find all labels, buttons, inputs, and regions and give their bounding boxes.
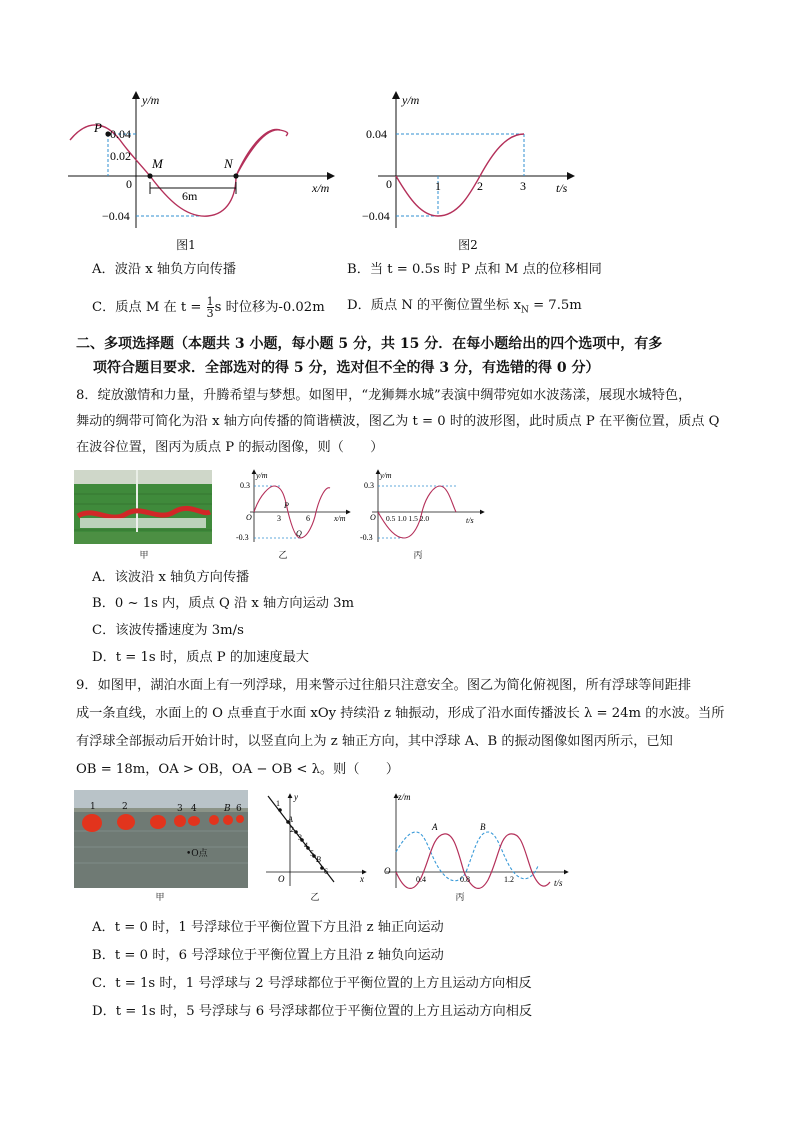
svg-text:−0.04: −0.04 (362, 209, 390, 223)
q8-figure-yi (230, 466, 354, 546)
svg-text:Q: Q (296, 529, 302, 538)
svg-text:z/m: z/m (398, 792, 411, 802)
svg-text:x/m: x/m (334, 514, 346, 523)
tick-0.04: 0.04 (110, 127, 131, 141)
svg-text:4: 4 (304, 841, 308, 850)
svg-text:5: 5 (310, 849, 314, 858)
svg-text:B: B (480, 822, 486, 832)
q7-option-c[interactable]: C．质点 M 在 t = $\frac{1}{3}$ s 时位移为-0.02m (92, 295, 325, 320)
q9-photo-buoys (74, 790, 248, 888)
q9-option-d[interactable]: D．t = 1s 时，5 号浮球与 6 号浮球都位于平衡位置的上方且运动方向相反 (92, 1004, 533, 1019)
point-n (233, 173, 238, 178)
svg-text:-0.3: -0.3 (236, 533, 249, 542)
q8-caption-bing: 丙 (413, 551, 423, 561)
q9-stem-line2: 成一条直线，水面上的 O 点垂直于水面 xOy 持续沿 z 轴振动，形成了沿水面传播波长 λ = 24m 的水波。当所 (76, 706, 725, 721)
q8-photo-dragon-dance (74, 470, 212, 544)
svg-text:P: P (284, 501, 289, 510)
label-n: N (224, 156, 233, 171)
svg-text:3: 3 (298, 833, 302, 842)
q7-option-b[interactable]: B．当 t = 0.5s 时 P 点和 M 点的位移相同 (347, 262, 602, 277)
q9-caption-bing: 丙 (455, 893, 465, 903)
svg-text:y/m: y/m (256, 471, 268, 480)
svg-text:x: x (360, 874, 364, 884)
buoy-label-2: 2 (122, 802, 128, 812)
tick-neg-0.04: −0.04 (102, 209, 130, 223)
svg-text:y: y (294, 792, 298, 802)
q9-figure-yi (256, 790, 370, 890)
q7-figure-2 (358, 88, 588, 228)
point-m (147, 173, 152, 178)
svg-text:0.8: 0.8 (460, 875, 470, 884)
svg-text:-0.3: -0.3 (360, 533, 373, 542)
svg-text:6: 6 (306, 514, 310, 523)
q8-option-a[interactable]: A．该波沿 x 轴负方向传播 (92, 570, 250, 585)
svg-text:2: 2 (290, 825, 294, 834)
svg-text:0.3: 0.3 (240, 481, 250, 490)
svg-text:6: 6 (324, 867, 328, 876)
svg-text:O: O (370, 513, 376, 522)
x-axis-label: x/m (312, 181, 330, 195)
svg-text:A: A (432, 822, 438, 832)
svg-text:O: O (384, 866, 391, 876)
svg-text:A: A (288, 815, 293, 824)
q7-option-a[interactable]: A．波沿 x 轴负方向传播 (92, 262, 237, 277)
curve-a-dashed (396, 832, 538, 881)
label-6m: 6m (182, 189, 198, 203)
q9-option-b[interactable]: B．t = 0 时，6 号浮球位于平衡位置上方且沿 z 轴负向运动 (92, 948, 444, 963)
svg-text:B: B (316, 855, 321, 864)
svg-text:O: O (278, 874, 285, 884)
y-axis-label: y/m (402, 93, 420, 107)
svg-text:0.04: 0.04 (366, 127, 387, 141)
svg-text:3: 3 (520, 179, 526, 193)
svg-text:0.4: 0.4 (416, 875, 426, 884)
q9-caption-jia: 甲 (155, 893, 165, 903)
label-p: P (94, 120, 102, 135)
svg-text:t/s: t/s (554, 878, 563, 888)
section2-heading-line1: 二、多项选择题（本题共 3 小题，每小题 5 分，共 15 分．在每小题给出的四个选项中，有多 (76, 336, 663, 352)
svg-text:3: 3 (277, 514, 281, 523)
svg-text:0.5 1.0 1.5 2.0: 0.5 1.0 1.5 2.0 (386, 514, 430, 523)
svg-text:t/s: t/s (466, 516, 474, 525)
tick-0.02: 0.02 (110, 149, 131, 163)
q7-option-d[interactable]: D．质点 N 的平衡位置坐标 $x_N = 7.5m$ (347, 298, 582, 316)
q8-figure-bing (356, 466, 490, 546)
q9-stem-line3: 有浮球全部振动后开始计时，以竖直向上为 z 轴正方向，其中浮球 A、B 的振动图像如图丙所示，已知 (76, 734, 673, 749)
q9-caption-yi: 乙 (310, 893, 320, 903)
wave-curve (70, 125, 288, 216)
section2-heading-line2: 项符合题目要求．全部选对的得 5 分，选对但不全的得 3 分，有选错的得 0 分） (93, 360, 600, 376)
svg-text:1: 1 (276, 799, 280, 808)
svg-text:0.3: 0.3 (364, 481, 374, 490)
svg-text:y/m: y/m (380, 471, 392, 480)
caption-fig2: 图2 (458, 238, 478, 252)
t-axis-label: t/s (556, 181, 568, 195)
q7-figure-1 (68, 88, 348, 228)
q8-caption-yi: 乙 (278, 551, 288, 561)
origin-label: 0 (126, 177, 132, 191)
q8-option-c[interactable]: C．该波传播速度为 3m/s (92, 623, 244, 638)
buoy-label-4: 4 (191, 804, 197, 814)
caption-fig1: 图1 (176, 238, 196, 252)
q9-stem-line1: 9．如图甲，湖泊水面上有一列浮球，用来警示过往船只注意安全。图乙为简化俯视图，所有浮球等间距排 (76, 678, 692, 693)
q9-figure-bing (374, 790, 574, 890)
q8-stem-line1: 8．绽放激情和力量，升腾希望与梦想。如图甲，“龙狮舞水城”表演中绸带宛如水波荡漾，展现水城特色， (76, 388, 692, 403)
q8-stem-line2: 舞动的绸带可简化为沿 x 轴方向传播的简谐横波，图乙为 t = 0 时的波形图，此时质点 P 在平衡位置，质点 Q (76, 414, 720, 429)
buoy-label-3: 3 (177, 804, 183, 814)
buoy-label-6: 6 (236, 804, 242, 814)
q8-option-d[interactable]: D．t = 1s 时，质点 P 的加速度最大 (92, 650, 309, 665)
vibration-curve (396, 134, 524, 216)
label-m: M (152, 156, 163, 171)
q9-stem-line4: OB = 18m，OA > OB，OA − OB < λ。则（ ） (76, 762, 400, 777)
q9-option-a[interactable]: A．t = 0 时，1 号浮球位于平衡位置下方且沿 z 轴正向运动 (92, 920, 444, 935)
q8-option-b[interactable]: B．0 ~ 1s 内，质点 Q 沿 x 轴方向运动 3m (92, 596, 355, 611)
y-axis-label: y/m (142, 93, 160, 107)
svg-text:2: 2 (477, 179, 483, 193)
svg-text:O: O (246, 513, 252, 522)
svg-text:0: 0 (386, 177, 392, 191)
svg-text:1.2: 1.2 (504, 875, 514, 884)
o-point-label: •O点 (186, 849, 208, 859)
buoy-label-b: B (224, 804, 231, 814)
svg-text:1: 1 (435, 179, 441, 193)
q8-stem-line3: 在波谷位置，图丙为质点 P 的振动图像，则（ ） (76, 440, 384, 455)
buoy-label-1: 1 (90, 802, 96, 812)
q9-option-c[interactable]: C．t = 1s 时，1 号浮球与 2 号浮球都位于平衡位置的上方且运动方向相反 (92, 976, 532, 991)
q8-caption-jia: 甲 (139, 551, 149, 561)
